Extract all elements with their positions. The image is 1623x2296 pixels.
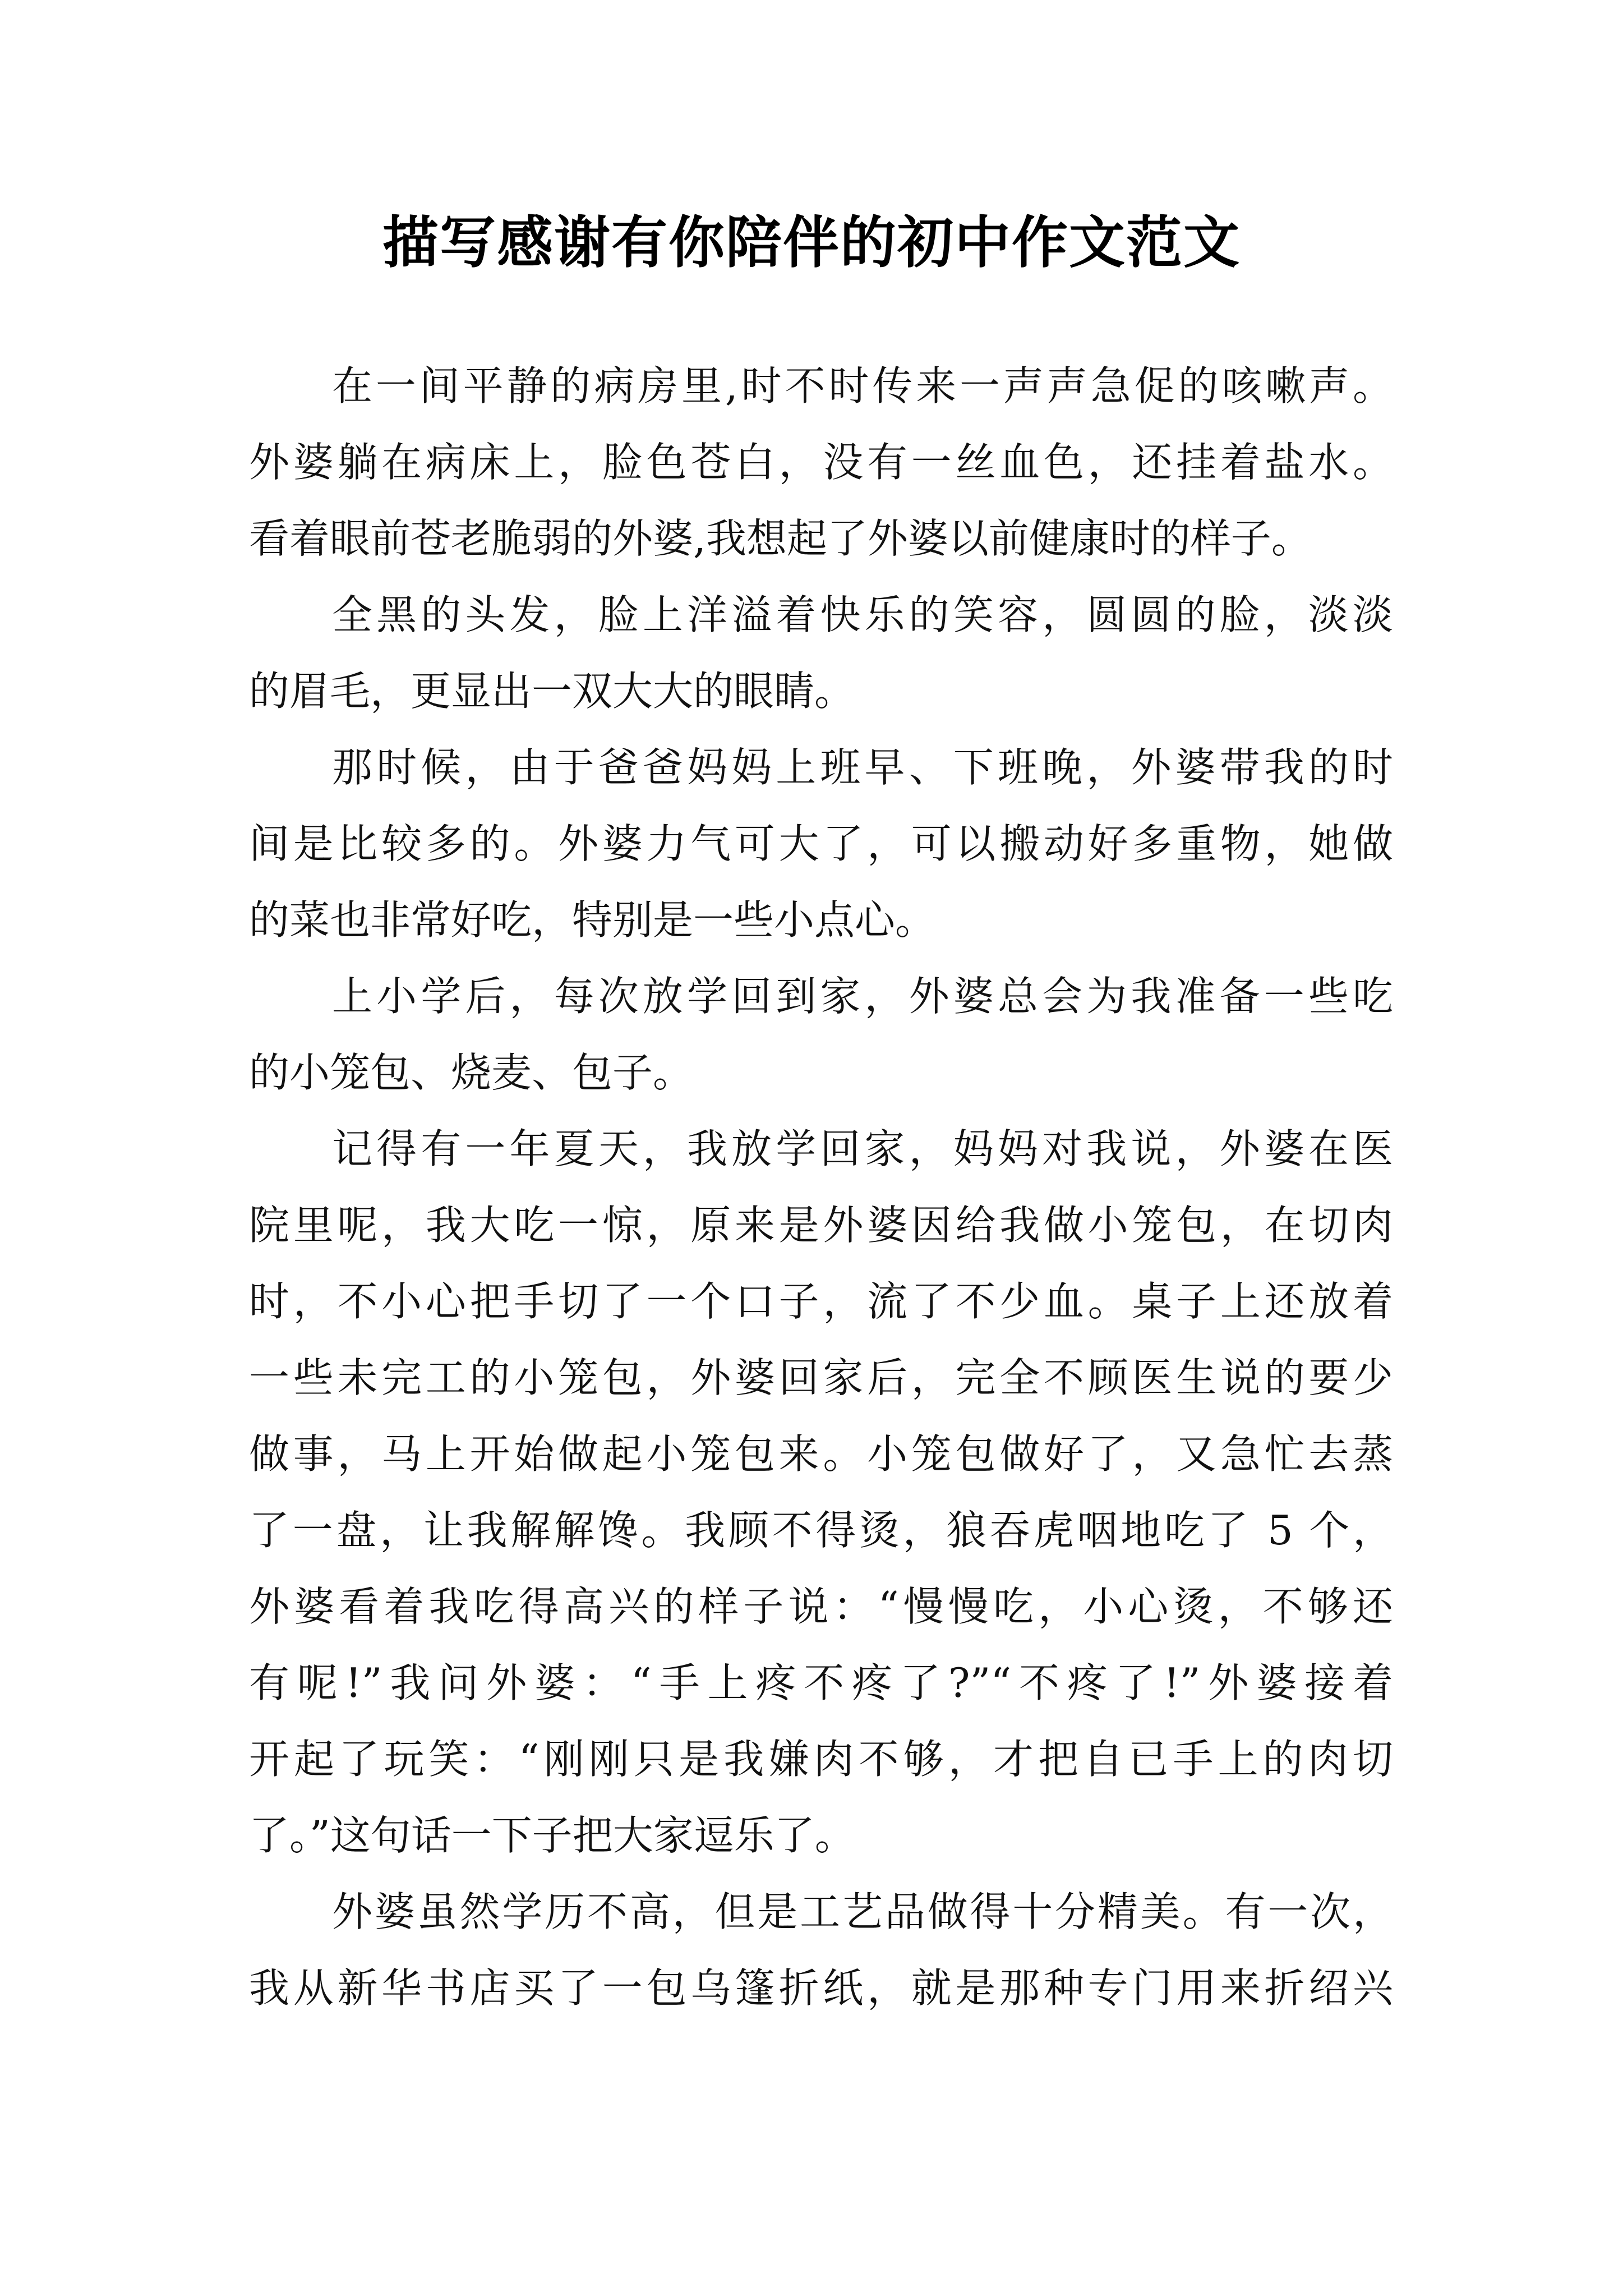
document-title: 描写感谢有你陪伴的初中作文范文 <box>382 209 1241 275</box>
paragraph-6 <box>249 1874 1393 2026</box>
text-line: 上小学后，每次放学回到家，外婆总会为我准备一些吃 <box>332 973 1393 1020</box>
text-line: 全黑的头发，脸上洋溢着快乐的笑容，圆圆的脸，淡淡 <box>332 591 1393 638</box>
text-line: 记得有一年夏天，我放学回家，妈妈对我说，外婆在医 <box>332 1125 1393 1172</box>
text-line: 间是比较多的。外婆力气可大了，可以搬动好多重物，她做 <box>249 820 1393 867</box>
text-line: 我从新华书店买了一包乌篷折纸，就是那种专门用来折绍兴 <box>249 1964 1393 2012</box>
text-line: 外婆虽然学历不高，但是工艺品做得十分精美。有一次， <box>332 1888 1393 1935</box>
text-line: 了。”这句话一下子把大家逗乐了。 <box>249 1812 855 1859</box>
text-line: 有呢!”我问外婆：“手上疼不疼了?”“不疼了!”外婆接着 <box>249 1659 1393 1706</box>
document-body <box>249 348 1393 2026</box>
text-line: 一些未完工的小笼包，外婆回家后，完全不顾医生说的要少 <box>249 1354 1393 1401</box>
text-line: 做事，马上开始做起小笼包来。小笼包做好了，又急忙去蒸 <box>249 1430 1393 1478</box>
text-line: 的菜也非常好吃，特别是一些小点心。 <box>249 896 936 944</box>
paragraph-5 <box>249 1111 1393 1874</box>
text-line: 在一间平静的病房里,时不时传来一声声急促的咳嗽声。 <box>332 362 1393 409</box>
text-line: 院里呢，我大吃一惊，原来是外婆因给我做小笼包，在切肉 <box>249 1202 1393 1249</box>
text-line: 看着眼前苍老脆弱的外婆,我想起了外婆以前健康时的样子。 <box>249 515 1312 562</box>
paragraph-1 <box>249 348 1393 577</box>
text-line: 了一盘，让我解解馋。我顾不得烫，狼吞虎咽地吃了 5 个， <box>249 1507 1393 1554</box>
text-line: 外婆躺在病床上，脸色苍白，没有一丝血色，还挂着盐水。 <box>249 439 1393 486</box>
paragraph-2 <box>249 577 1393 729</box>
paragraph-3 <box>249 729 1393 958</box>
text-line: 外婆看着我吃得高兴的样子说：“慢慢吃，小心烫，不够还 <box>249 1583 1393 1630</box>
paragraph-4 <box>249 958 1393 1111</box>
text-line: 那时候，由于爸爸妈妈上班早、下班晚，外婆带我的时 <box>332 744 1393 791</box>
text-line: 的小笼包、烧麦、包子。 <box>249 1049 694 1096</box>
text-line: 时，不小心把手切了一个口子，流了不少血。桌子上还放着 <box>249 1278 1393 1325</box>
text-line: 开起了玩笑：“刚刚只是我嫌肉不够，才把自已手上的肉切 <box>249 1736 1393 1783</box>
text-line: 的眉毛，更显出一双大大的眼睛。 <box>249 668 855 715</box>
